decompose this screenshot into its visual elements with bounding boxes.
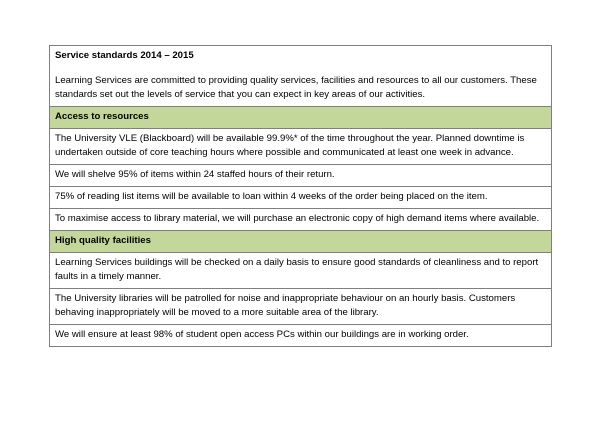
intro-text: Learning Services are committed to providing quality services, facilities and resources to all our customers. These standards set out the levels of service that you can expect in key areas of our activities.	[55, 75, 537, 100]
table-row	[50, 253, 552, 289]
standard-cleanliness: Learning Services buildings will be checked on a daily basis to ensure good standards of cleanliness and to report faults in a timely manner.	[50, 253, 552, 289]
table-row	[50, 187, 552, 209]
standard-shelving: We will shelve 95% of items within 24 staffed hours of their return.	[50, 165, 552, 187]
table-row	[50, 46, 552, 107]
service-standards-table	[49, 45, 552, 347]
table-row	[50, 231, 552, 253]
document-title: Service standards 2014 – 2015	[55, 50, 194, 61]
standard-electronic-copies: To maximise access to library material, we will purchase an electronic copy of high demand items where available.	[50, 209, 552, 231]
section-heading-access-to-resources: Access to resources	[50, 107, 552, 129]
table-row	[50, 165, 552, 187]
table-row	[50, 289, 552, 325]
table-row	[50, 209, 552, 231]
intro-cell	[50, 46, 552, 107]
table-row	[50, 325, 552, 347]
standard-open-access-pcs: We will ensure at least 98% of student open access PCs within our buildings are in working order.	[50, 325, 552, 347]
standard-vle-availability: The University VLE (Blackboard) will be available 99.9%* of the time throughout the year. Planned downtime is undertaken outside of core teaching hours where possible and communicated at least one week in advance.	[50, 129, 552, 165]
standard-noise-patrol: The University libraries will be patrolled for noise and inappropriate behaviour on an hourly basis. Customers behaving inappropriately will be moved to a more suitable area of the library.	[50, 289, 552, 325]
section-heading-high-quality-facilities: High quality facilities	[50, 231, 552, 253]
table-row	[50, 129, 552, 165]
standard-reading-list: 75% of reading list items will be available to loan within 4 weeks of the order being placed on the item.	[50, 187, 552, 209]
table-row	[50, 107, 552, 129]
